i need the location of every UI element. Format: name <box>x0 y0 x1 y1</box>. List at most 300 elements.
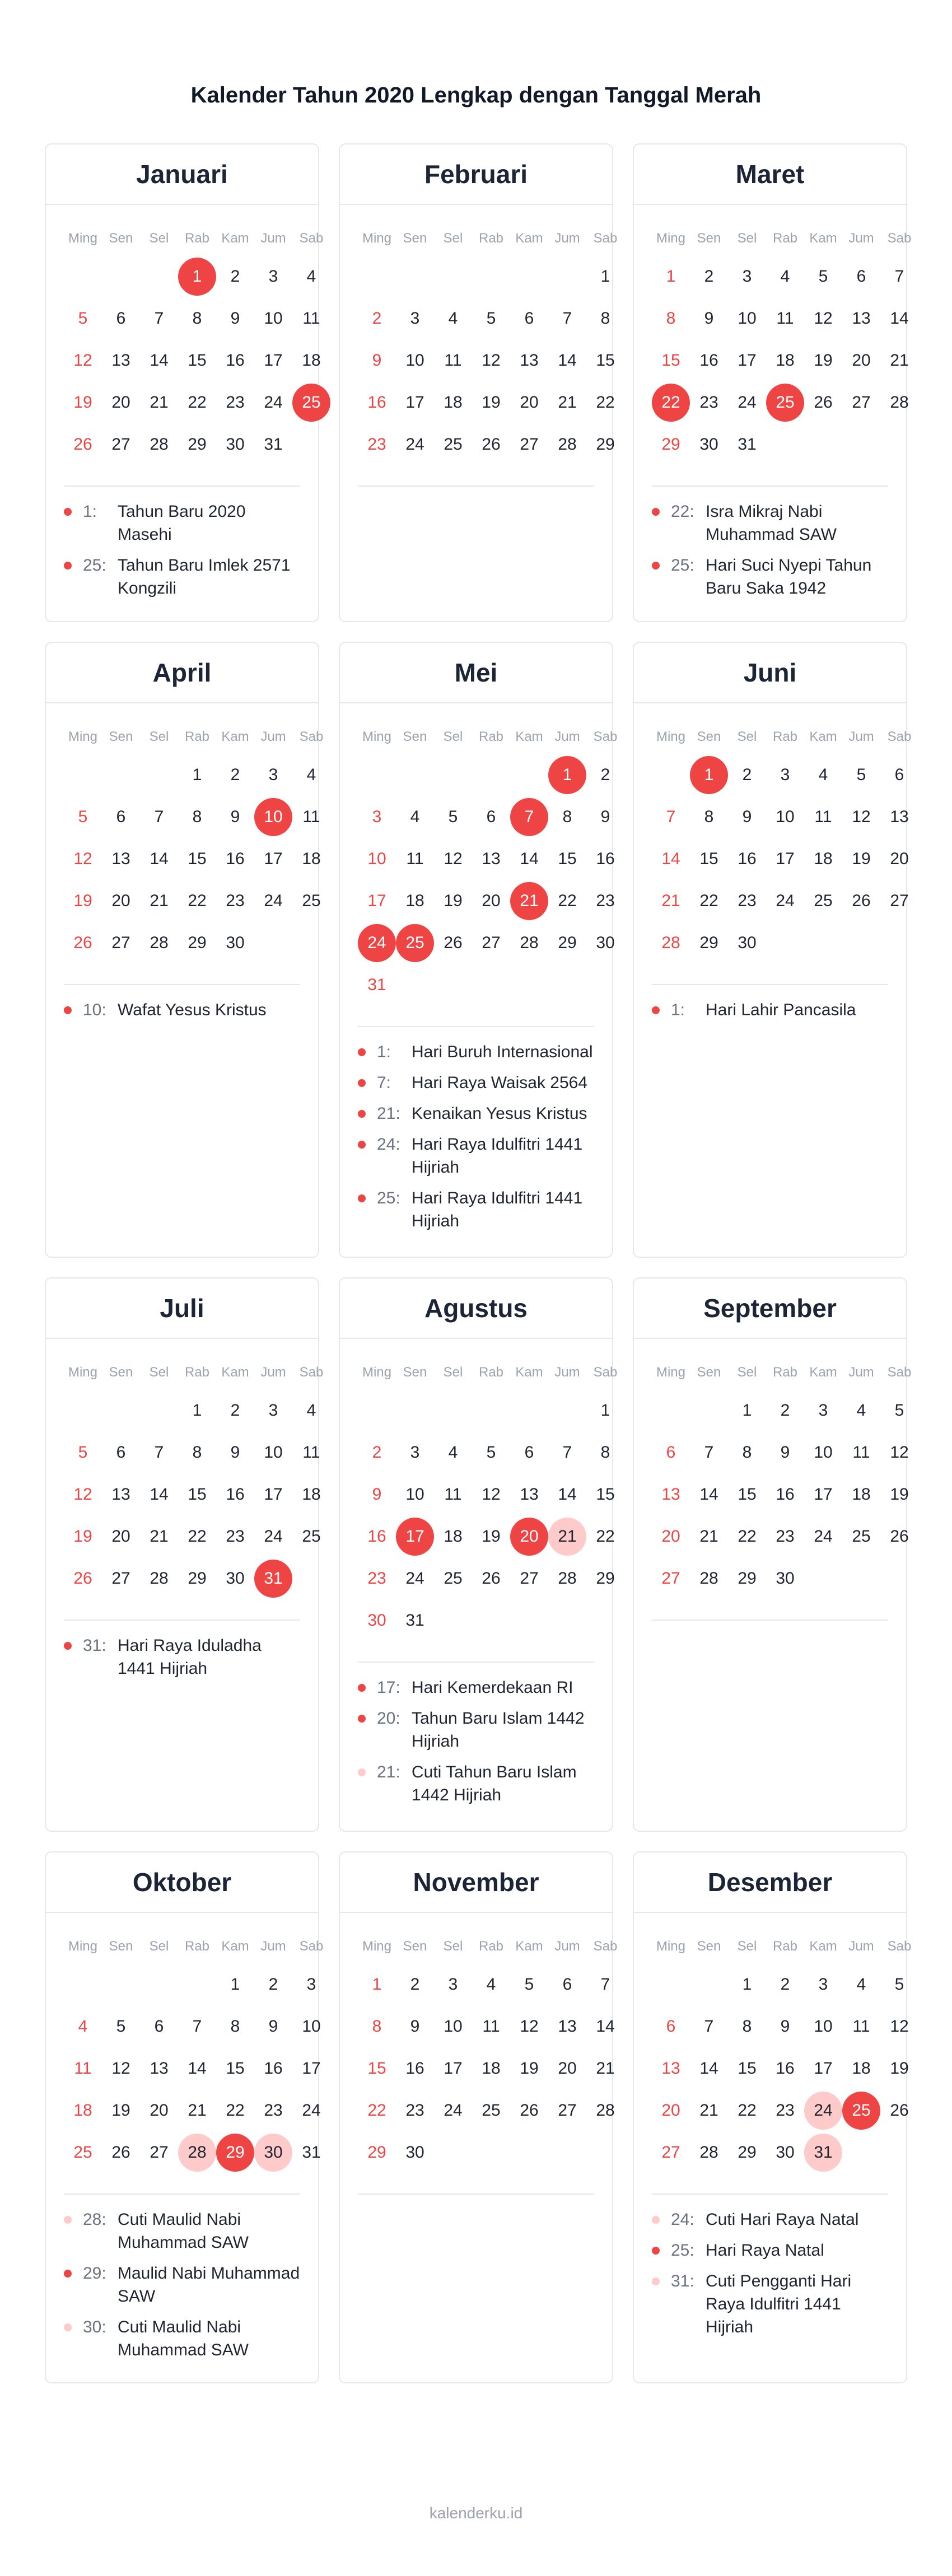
weekday-label: Sel <box>737 1365 757 1380</box>
day-number: 15 <box>226 2059 245 2078</box>
day-cell <box>358 423 396 465</box>
day-cell <box>766 255 804 297</box>
day-cell <box>178 423 216 465</box>
day-cell <box>472 1515 510 1557</box>
day-number: 3 <box>306 1975 316 1994</box>
day-number: 16 <box>405 2059 424 2078</box>
day-number: 29 <box>738 1569 757 1588</box>
day-cell <box>548 1431 586 1473</box>
day-number: 26 <box>814 393 833 412</box>
day-cell <box>358 2131 396 2173</box>
day-cell <box>842 297 880 339</box>
day-cell <box>178 339 216 381</box>
day-number: 2 <box>268 1975 278 1994</box>
day-cell <box>396 2089 434 2131</box>
weekday-label: Rab <box>772 729 798 744</box>
day-cell <box>396 297 434 339</box>
day-number: 1 <box>600 1401 610 1420</box>
day-number: 9 <box>780 2017 790 2036</box>
day-cell <box>804 381 842 423</box>
day-cell <box>766 880 804 922</box>
weekday-label: Sel <box>737 1939 757 1954</box>
day-number: 19 <box>890 1485 909 1504</box>
day-number: 18 <box>776 351 795 370</box>
day-number: 25 <box>73 2143 92 2162</box>
day-number: 21 <box>188 2101 207 2120</box>
holiday-day-cell <box>766 381 804 423</box>
holiday-date: 25: <box>377 1189 400 1207</box>
day-number: 29 <box>596 1569 615 1588</box>
weekday-label: Sen <box>403 1939 427 1954</box>
day-number: 18 <box>73 2101 92 2120</box>
day-cell <box>766 2047 804 2089</box>
day-cell <box>510 297 548 339</box>
weekday-label: Ming <box>362 729 392 744</box>
day-cell <box>880 1963 918 2005</box>
day-number: 7 <box>562 1443 572 1462</box>
day-cell <box>510 922 548 964</box>
holiday-note <box>358 1761 594 1807</box>
day-cell <box>690 1557 728 1599</box>
day-number: 4 <box>306 267 316 286</box>
weekday-label: Sel <box>737 231 757 246</box>
divider <box>652 984 888 985</box>
day-number: 24 <box>264 393 283 412</box>
bullet-dot-icon <box>64 1642 72 1650</box>
holiday-note <box>64 998 300 1021</box>
day-number: 19 <box>852 849 871 868</box>
weekday-label: Sab <box>593 729 618 744</box>
day-cell <box>690 880 728 922</box>
day-number: 31 <box>367 975 386 994</box>
holiday-day-cell <box>690 754 728 796</box>
weekday-label: Sab <box>887 231 912 246</box>
day-cell <box>548 1473 586 1515</box>
bullet-dot-icon <box>64 1006 72 1014</box>
day-number: 14 <box>699 1485 718 1504</box>
day-cell <box>358 1515 396 1557</box>
day-number: 14 <box>661 849 680 868</box>
day-cell <box>652 1557 690 1599</box>
weekday-label: Sen <box>403 1365 427 1380</box>
day-cell <box>292 2047 330 2089</box>
day-number: 9 <box>230 309 240 328</box>
day-number: 21 <box>548 1518 586 1556</box>
day-number: 24 <box>405 1569 424 1588</box>
day-number: 20 <box>520 393 539 412</box>
day-cell <box>652 880 690 922</box>
day-number: 17 <box>776 849 795 868</box>
day-cell <box>690 255 728 297</box>
bullet-dot-icon <box>358 1110 366 1118</box>
weekday-label: Sab <box>299 231 324 246</box>
day-cell <box>396 2131 434 2173</box>
weekday-label: Jum <box>848 1365 874 1380</box>
day-cell <box>254 297 292 339</box>
day-cell <box>140 1557 178 1599</box>
weekday-label: Sel <box>149 1939 169 1954</box>
day-number: 12 <box>111 2059 130 2078</box>
day-number: 6 <box>486 807 496 826</box>
day-cell <box>728 297 766 339</box>
day-cell <box>254 1389 292 1431</box>
day-number: 27 <box>150 2143 169 2162</box>
weekday-label: Kam <box>515 1365 543 1380</box>
day-cell <box>64 339 102 381</box>
day-cell <box>586 2047 624 2089</box>
day-cell <box>842 1431 880 1473</box>
day-number: 28 <box>520 933 539 952</box>
day-number: 29 <box>188 435 207 454</box>
day-number: 20 <box>510 1518 548 1556</box>
day-number: 15 <box>596 351 615 370</box>
holiday-note <box>64 2262 300 2308</box>
weekday-label: Rab <box>772 1365 798 1380</box>
day-number: 27 <box>661 1569 680 1588</box>
day-number: 27 <box>558 2101 577 2120</box>
day-cell <box>292 297 330 339</box>
day-cell <box>216 2047 254 2089</box>
weekday-label: Ming <box>68 1939 98 1954</box>
day-number: 13 <box>558 2017 577 2036</box>
day-number: 3 <box>410 309 420 328</box>
day-cell <box>358 339 396 381</box>
holiday-name: Cuti Maulid Nabi Muhammad SAW <box>118 2318 249 2359</box>
month-days-grid <box>652 1356 912 1599</box>
day-number: 2 <box>230 765 240 784</box>
day-number: 5 <box>78 1443 88 1462</box>
day-cell <box>880 297 918 339</box>
weekday-label: Ming <box>68 231 98 246</box>
day-number: 17 <box>396 1518 434 1556</box>
day-cell <box>178 1515 216 1557</box>
holiday-name: Tahun Baru Imlek 2571 Kongzili <box>118 556 291 598</box>
day-cell <box>216 838 254 880</box>
day-cell <box>472 838 510 880</box>
day-cell <box>64 2089 102 2131</box>
month-days-grid <box>358 720 618 1006</box>
day-number: 1 <box>372 1975 382 1994</box>
day-number: 1 <box>192 1401 202 1420</box>
day-number: 30 <box>776 2143 795 2162</box>
day-number: 12 <box>890 1443 909 1462</box>
day-cell <box>216 1515 254 1557</box>
day-number: 5 <box>856 765 866 784</box>
day-number: 20 <box>661 1527 680 1546</box>
day-number: 29 <box>699 933 718 952</box>
day-number: 15 <box>738 2059 757 2078</box>
day-cell <box>804 796 842 838</box>
day-cell <box>102 922 140 964</box>
day-cell <box>728 2005 766 2047</box>
weekday-label: Kam <box>515 1939 543 1954</box>
day-number: 19 <box>520 2059 539 2078</box>
day-cell <box>140 880 178 922</box>
holiday-list <box>46 1634 318 1680</box>
day-cell <box>102 796 140 838</box>
holiday-name: Cuti Hari Raya Natal <box>706 2210 859 2229</box>
weekday-label: Jum <box>260 729 286 744</box>
day-cell <box>586 1431 624 1473</box>
day-cell <box>292 796 330 838</box>
day-cell <box>292 2089 330 2131</box>
day-number: 5 <box>818 267 828 286</box>
day-number: 16 <box>776 1485 795 1504</box>
month-title: April <box>46 643 318 703</box>
day-number: 26 <box>111 2143 130 2162</box>
day-cell <box>728 2089 766 2131</box>
weekday-label: Jum <box>554 231 580 246</box>
day-number: 13 <box>111 849 130 868</box>
day-number: 12 <box>444 849 463 868</box>
weekday-label: Kam <box>515 729 543 744</box>
bullet-dot-icon <box>652 1006 660 1014</box>
day-cell <box>140 2089 178 2131</box>
weekday-label: Rab <box>772 1939 798 1954</box>
day-number: 11 <box>302 1443 320 1462</box>
month-title: Maret <box>634 144 906 205</box>
day-cell <box>842 796 880 838</box>
day-cell <box>292 1963 330 2005</box>
day-number: 3 <box>268 1401 278 1420</box>
day-number: 9 <box>780 1443 790 1462</box>
holiday-list <box>46 2208 318 2362</box>
weekday-label: Ming <box>68 1365 98 1380</box>
day-cell <box>140 297 178 339</box>
day-number: 2 <box>372 309 382 328</box>
day-number: 20 <box>852 351 871 370</box>
day-cell <box>652 1431 690 1473</box>
holiday-name: Cuti Tahun Baru Islam 1442 Hijriah <box>412 1763 577 1804</box>
day-number: 31 <box>302 2143 321 2162</box>
weekday-label: Jum <box>554 1365 580 1380</box>
day-cell <box>728 339 766 381</box>
day-cell <box>358 1963 396 2005</box>
day-cell <box>216 1963 254 2005</box>
holiday-day-cell <box>292 381 330 423</box>
month-title: Oktober <box>46 1852 318 1913</box>
day-number: 6 <box>524 309 534 328</box>
day-cell <box>254 1431 292 1473</box>
weekday-label: Kam <box>221 1365 249 1380</box>
bullet-dot-icon <box>358 1768 366 1776</box>
day-cell <box>690 922 728 964</box>
holiday-day-cell <box>510 1515 548 1557</box>
day-number: 18 <box>814 849 833 868</box>
day-number: 24 <box>405 435 424 454</box>
day-cell <box>586 423 624 465</box>
day-number: 26 <box>890 2101 909 2120</box>
day-number: 11 <box>814 807 832 826</box>
holiday-date: 25: <box>671 2241 694 2260</box>
month-days-grid <box>64 1930 324 2173</box>
holiday-name: Kenaikan Yesus Kristus <box>412 1104 587 1123</box>
day-cell <box>140 2005 178 2047</box>
day-cell <box>842 838 880 880</box>
weekday-label: Kam <box>221 231 249 246</box>
day-number: 16 <box>226 1485 245 1504</box>
day-number: 12 <box>482 1485 501 1504</box>
day-number: 10 <box>814 2017 833 2036</box>
day-number: 11 <box>302 807 320 826</box>
day-number: 6 <box>116 807 126 826</box>
day-cell <box>216 381 254 423</box>
day-number: 14 <box>558 1485 577 1504</box>
leave-day-cell <box>548 1515 586 1557</box>
day-cell <box>548 880 586 922</box>
holiday-name: Hari Raya Idulfitri 1441 Hijriah <box>412 1189 583 1230</box>
month-title: Agustus <box>340 1278 612 1339</box>
day-number: 3 <box>268 267 278 286</box>
day-cell <box>140 2047 178 2089</box>
day-number: 23 <box>596 891 615 910</box>
day-number: 8 <box>562 807 572 826</box>
day-cell <box>472 297 510 339</box>
day-cell <box>548 2005 586 2047</box>
day-number: 25 <box>396 924 434 962</box>
day-number: 18 <box>405 891 424 910</box>
weekday-label: Sen <box>697 1365 721 1380</box>
day-number: 23 <box>226 891 245 910</box>
weekday-label: Sel <box>443 729 463 744</box>
holiday-list <box>46 500 318 600</box>
day-cell <box>358 838 396 880</box>
day-cell <box>102 838 140 880</box>
day-cell <box>140 796 178 838</box>
day-cell <box>254 754 292 796</box>
day-cell <box>178 880 216 922</box>
day-cell <box>472 2089 510 2131</box>
day-cell <box>216 1389 254 1431</box>
day-cell <box>102 381 140 423</box>
day-cell <box>690 339 728 381</box>
day-cell <box>880 880 918 922</box>
day-cell <box>652 2005 690 2047</box>
day-cell <box>434 838 472 880</box>
month-card <box>633 1851 912 2383</box>
holiday-note <box>358 1187 594 1233</box>
day-number: 1 <box>192 765 202 784</box>
day-cell <box>292 838 330 880</box>
day-cell <box>358 796 396 838</box>
day-number: 27 <box>111 933 130 952</box>
day-number: 28 <box>178 2134 216 2172</box>
month-title: Februari <box>340 144 612 205</box>
weekday-label: Rab <box>184 729 210 744</box>
day-number: 11 <box>444 1485 462 1504</box>
day-cell <box>842 1473 880 1515</box>
day-number: 15 <box>661 351 680 370</box>
weekday-label: Rab <box>184 231 210 246</box>
holiday-name: Hari Buruh Internasional <box>412 1043 593 1061</box>
day-cell <box>358 880 396 922</box>
day-cell <box>178 922 216 964</box>
day-number: 6 <box>116 1443 126 1462</box>
day-number: 22 <box>188 1527 207 1546</box>
day-cell <box>216 297 254 339</box>
day-cell <box>396 1963 434 2005</box>
weekday-label: Kam <box>221 1939 249 1954</box>
day-number: 26 <box>890 1527 909 1546</box>
day-cell <box>216 255 254 297</box>
day-cell <box>652 1515 690 1557</box>
day-cell <box>728 1473 766 1515</box>
day-cell <box>842 381 880 423</box>
holiday-name: Wafat Yesus Kristus <box>118 1001 267 1019</box>
day-number: 16 <box>226 849 245 868</box>
weekday-label: Rab <box>184 1365 210 1380</box>
holiday-note <box>652 500 888 546</box>
day-number: 7 <box>704 1443 714 1462</box>
divider <box>358 2194 594 2195</box>
weekday-label: Sab <box>299 1939 324 1954</box>
bullet-dot-icon <box>652 2247 660 2255</box>
weekday-label: Sen <box>109 1365 133 1380</box>
day-cell <box>510 339 548 381</box>
day-cell <box>472 922 510 964</box>
day-number: 30 <box>596 933 615 952</box>
day-number: 2 <box>742 765 752 784</box>
day-cell <box>358 1599 396 1641</box>
calendar-grid <box>45 143 912 2383</box>
day-number: 13 <box>520 1485 539 1504</box>
day-number: 19 <box>73 1527 92 1546</box>
day-cell <box>880 2005 918 2047</box>
day-cell <box>690 1515 728 1557</box>
day-number: 20 <box>111 891 130 910</box>
day-cell <box>472 381 510 423</box>
day-number: 6 <box>562 1975 572 1994</box>
day-cell <box>396 880 434 922</box>
day-cell <box>64 423 102 465</box>
day-cell <box>652 1473 690 1515</box>
day-number: 16 <box>596 849 615 868</box>
weekday-label: Sel <box>443 231 463 246</box>
day-number: 19 <box>444 891 463 910</box>
day-number: 21 <box>150 1527 169 1546</box>
day-number: 21 <box>890 351 909 370</box>
holiday-name: Cuti Pengganti Hari Raya Idulfitri 1441 Hijriah <box>706 2272 852 2336</box>
day-number: 28 <box>890 393 909 412</box>
day-cell <box>728 1515 766 1557</box>
day-number: 30 <box>254 2134 292 2172</box>
day-number: 5 <box>894 1975 904 1994</box>
day-cell <box>804 1389 842 1431</box>
day-number: 18 <box>482 2059 501 2078</box>
day-number: 26 <box>444 933 463 952</box>
holiday-day-cell <box>652 381 690 423</box>
day-cell <box>216 2089 254 2131</box>
weekday-label: Sab <box>887 729 912 744</box>
day-number: 16 <box>699 351 718 370</box>
bullet-dot-icon <box>358 1048 366 1056</box>
bullet-dot-icon <box>652 2278 660 2285</box>
day-cell <box>358 1473 396 1515</box>
day-cell <box>472 1557 510 1599</box>
day-cell <box>766 1963 804 2005</box>
day-cell <box>102 339 140 381</box>
day-number: 11 <box>74 2059 92 2078</box>
day-number: 4 <box>486 1975 496 1994</box>
day-cell <box>652 423 690 465</box>
weekday-label: Sab <box>593 1365 618 1380</box>
day-cell <box>358 964 396 1006</box>
divider <box>358 1026 594 1027</box>
day-number: 17 <box>367 891 386 910</box>
holiday-date: 24: <box>377 1135 400 1154</box>
day-cell <box>434 339 472 381</box>
day-cell <box>472 796 510 838</box>
